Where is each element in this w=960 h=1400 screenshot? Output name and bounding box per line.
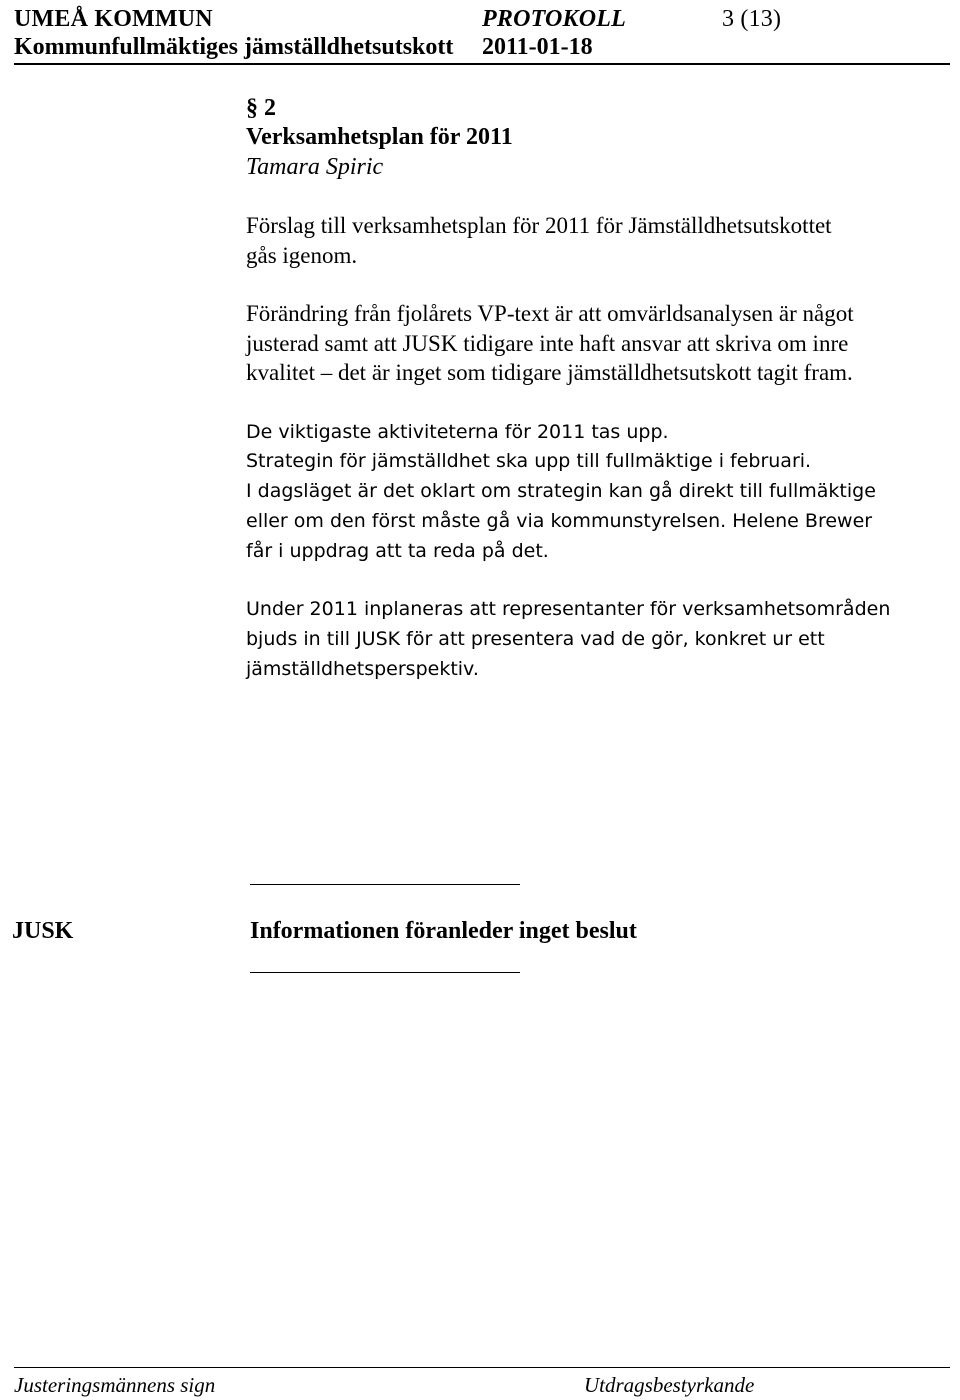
decision-text: Informationen föranleder inget beslut (250, 918, 637, 944)
decision-rule-bottom (250, 972, 520, 973)
header-date: 2011-01-18 (482, 34, 593, 60)
header-document-type: PROTOKOLL (482, 6, 627, 32)
section-presenter: Tamara Spiric (246, 154, 384, 180)
section-title: Verksamhetsplan för 2011 (246, 124, 513, 150)
paragraph-line: Under 2011 inplaneras att representanter för verksamhetsområden (246, 598, 891, 620)
paragraph-line: Strategin för jämställdhet ska upp till fullmäktige i februari. (246, 450, 812, 472)
header-organization: UMEÅ KOMMUN (14, 6, 213, 32)
footer-certification-label: Utdragsbestyrkande (584, 1373, 755, 1397)
paragraph-line: får i uppdrag att ta reda på det. (246, 540, 549, 562)
paragraph-representatives (246, 594, 946, 684)
paragraph-line: I dagsläget är det oklart om strategin kan gå direkt till fullmäktige (246, 480, 876, 502)
footer-divider (14, 1367, 950, 1368)
paragraph-strategy (246, 446, 946, 566)
paragraph-line: De viktigaste aktiviteterna för 2011 tas upp. (246, 421, 669, 443)
header-page-number: 3 (13) (722, 6, 782, 32)
footer-signature-label: Justeringsmännens sign (14, 1373, 216, 1397)
decision-rule-top (250, 884, 520, 885)
header-committee: Kommunfullmäktiges jämställdhetsutskott (14, 34, 454, 60)
decision-label: JUSK (12, 918, 74, 944)
paragraph-line: Förslag till verksamhetsplan för 2011 för Jämställdhetsutskottet (246, 213, 832, 238)
paragraph-changes (246, 299, 946, 388)
section-number: § 2 (246, 95, 276, 121)
paragraph-line: eller om den först måste gå via kommunstyrelsen. Helene Brewer (246, 510, 873, 532)
paragraph-line: kvalitet – det är inget som tidigare jämställdhetsutskott tagit fram. (246, 360, 853, 385)
header-divider (14, 63, 950, 65)
paragraph-line: justerad samt att JUSK tidigare inte haft ansvar att skriva om inre (246, 330, 849, 356)
paragraph-line: bjuds in till JUSK för att presentera vad de gör, konkret ur ett (246, 628, 825, 650)
paragraph-line: jämställdhetsperspektiv. (246, 658, 479, 680)
paragraph-proposal (246, 211, 946, 270)
paragraph-line: gås igenom. (246, 242, 358, 268)
paragraph-line: Förändring från fjolårets VP-text är att omvärldsanalysen är något (246, 301, 854, 326)
paragraph-activities (246, 417, 946, 447)
